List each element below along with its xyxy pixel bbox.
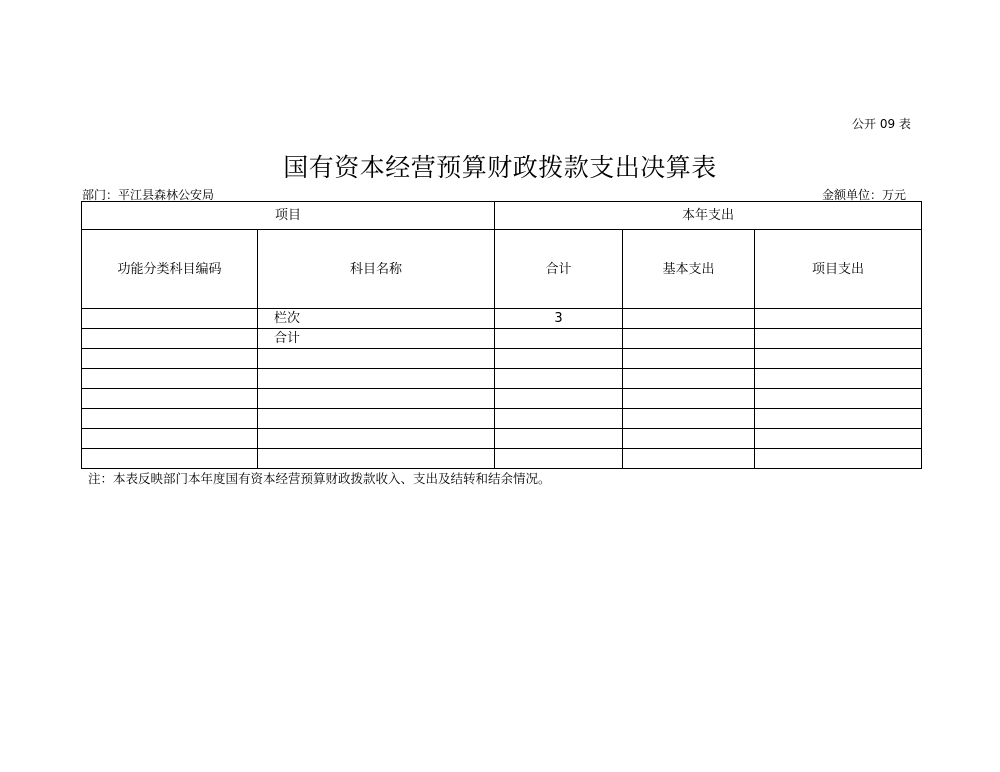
table-cell — [82, 389, 258, 409]
table-cell — [755, 389, 922, 409]
table-cell — [755, 409, 922, 429]
col-project: 项目支出 — [755, 230, 922, 309]
table-cell — [623, 389, 755, 409]
table-cell — [623, 429, 755, 449]
table-cell — [258, 349, 495, 369]
table-row — [82, 429, 922, 449]
col-basic: 基本支出 — [623, 230, 755, 309]
row-total-label: 合计 — [258, 329, 495, 349]
table-row — [82, 309, 922, 329]
table-cell — [495, 329, 623, 349]
table-cell — [258, 389, 495, 409]
col-total: 合计 — [495, 230, 623, 309]
table-cell — [258, 369, 495, 389]
table-cell — [82, 429, 258, 449]
table-cell — [82, 409, 258, 429]
department-label: 部门：平江县森林公安局 — [82, 188, 215, 202]
table-row — [82, 349, 922, 369]
table-row — [82, 449, 922, 469]
table-cell — [82, 449, 258, 469]
table-cell — [623, 369, 755, 389]
footnote: 注：本表反映部门本年度国有资本经营预算财政拨款收入、支出及结转和结余情况。 — [88, 471, 551, 486]
col-code: 功能分类科目编码 — [82, 230, 258, 309]
expenditure-table — [81, 201, 922, 469]
table-subheader-row — [82, 230, 922, 309]
row-column-no-label: 栏次 — [258, 309, 495, 329]
table-cell — [755, 449, 922, 469]
table-cell — [82, 309, 258, 329]
table-cell — [82, 369, 258, 389]
table-cell — [495, 409, 623, 429]
table-cell — [258, 449, 495, 469]
page-title: 国有资本经营预算财政拨款支出决算表 — [283, 153, 717, 182]
table-cell — [755, 369, 922, 389]
amount-unit-label: 金额单位：万元 — [822, 188, 907, 202]
table-row — [82, 389, 922, 409]
table-cell — [755, 429, 922, 449]
table-cell — [623, 449, 755, 469]
table-cell — [495, 389, 623, 409]
table-row — [82, 329, 922, 349]
table-header-row — [82, 202, 922, 230]
table-cell — [495, 429, 623, 449]
table-cell — [495, 449, 623, 469]
table-cell — [623, 409, 755, 429]
table-cell — [755, 349, 922, 369]
table-cell — [495, 349, 623, 369]
form-number: 公开 09 表 — [852, 117, 911, 131]
table-row — [82, 409, 922, 429]
table-cell — [258, 429, 495, 449]
table-cell — [82, 329, 258, 349]
table-cell — [755, 329, 922, 349]
table-cell — [623, 349, 755, 369]
header-expense: 本年支出 — [495, 202, 922, 230]
table-cell — [82, 349, 258, 369]
table-cell — [623, 309, 755, 329]
col-name: 科目名称 — [258, 230, 495, 309]
table-cell — [623, 329, 755, 349]
header-item: 项目 — [82, 202, 495, 230]
table-cell — [755, 309, 922, 329]
table-cell — [258, 409, 495, 429]
row-column-no-total: 3 — [495, 309, 623, 329]
table-cell — [495, 369, 623, 389]
table-row — [82, 369, 922, 389]
